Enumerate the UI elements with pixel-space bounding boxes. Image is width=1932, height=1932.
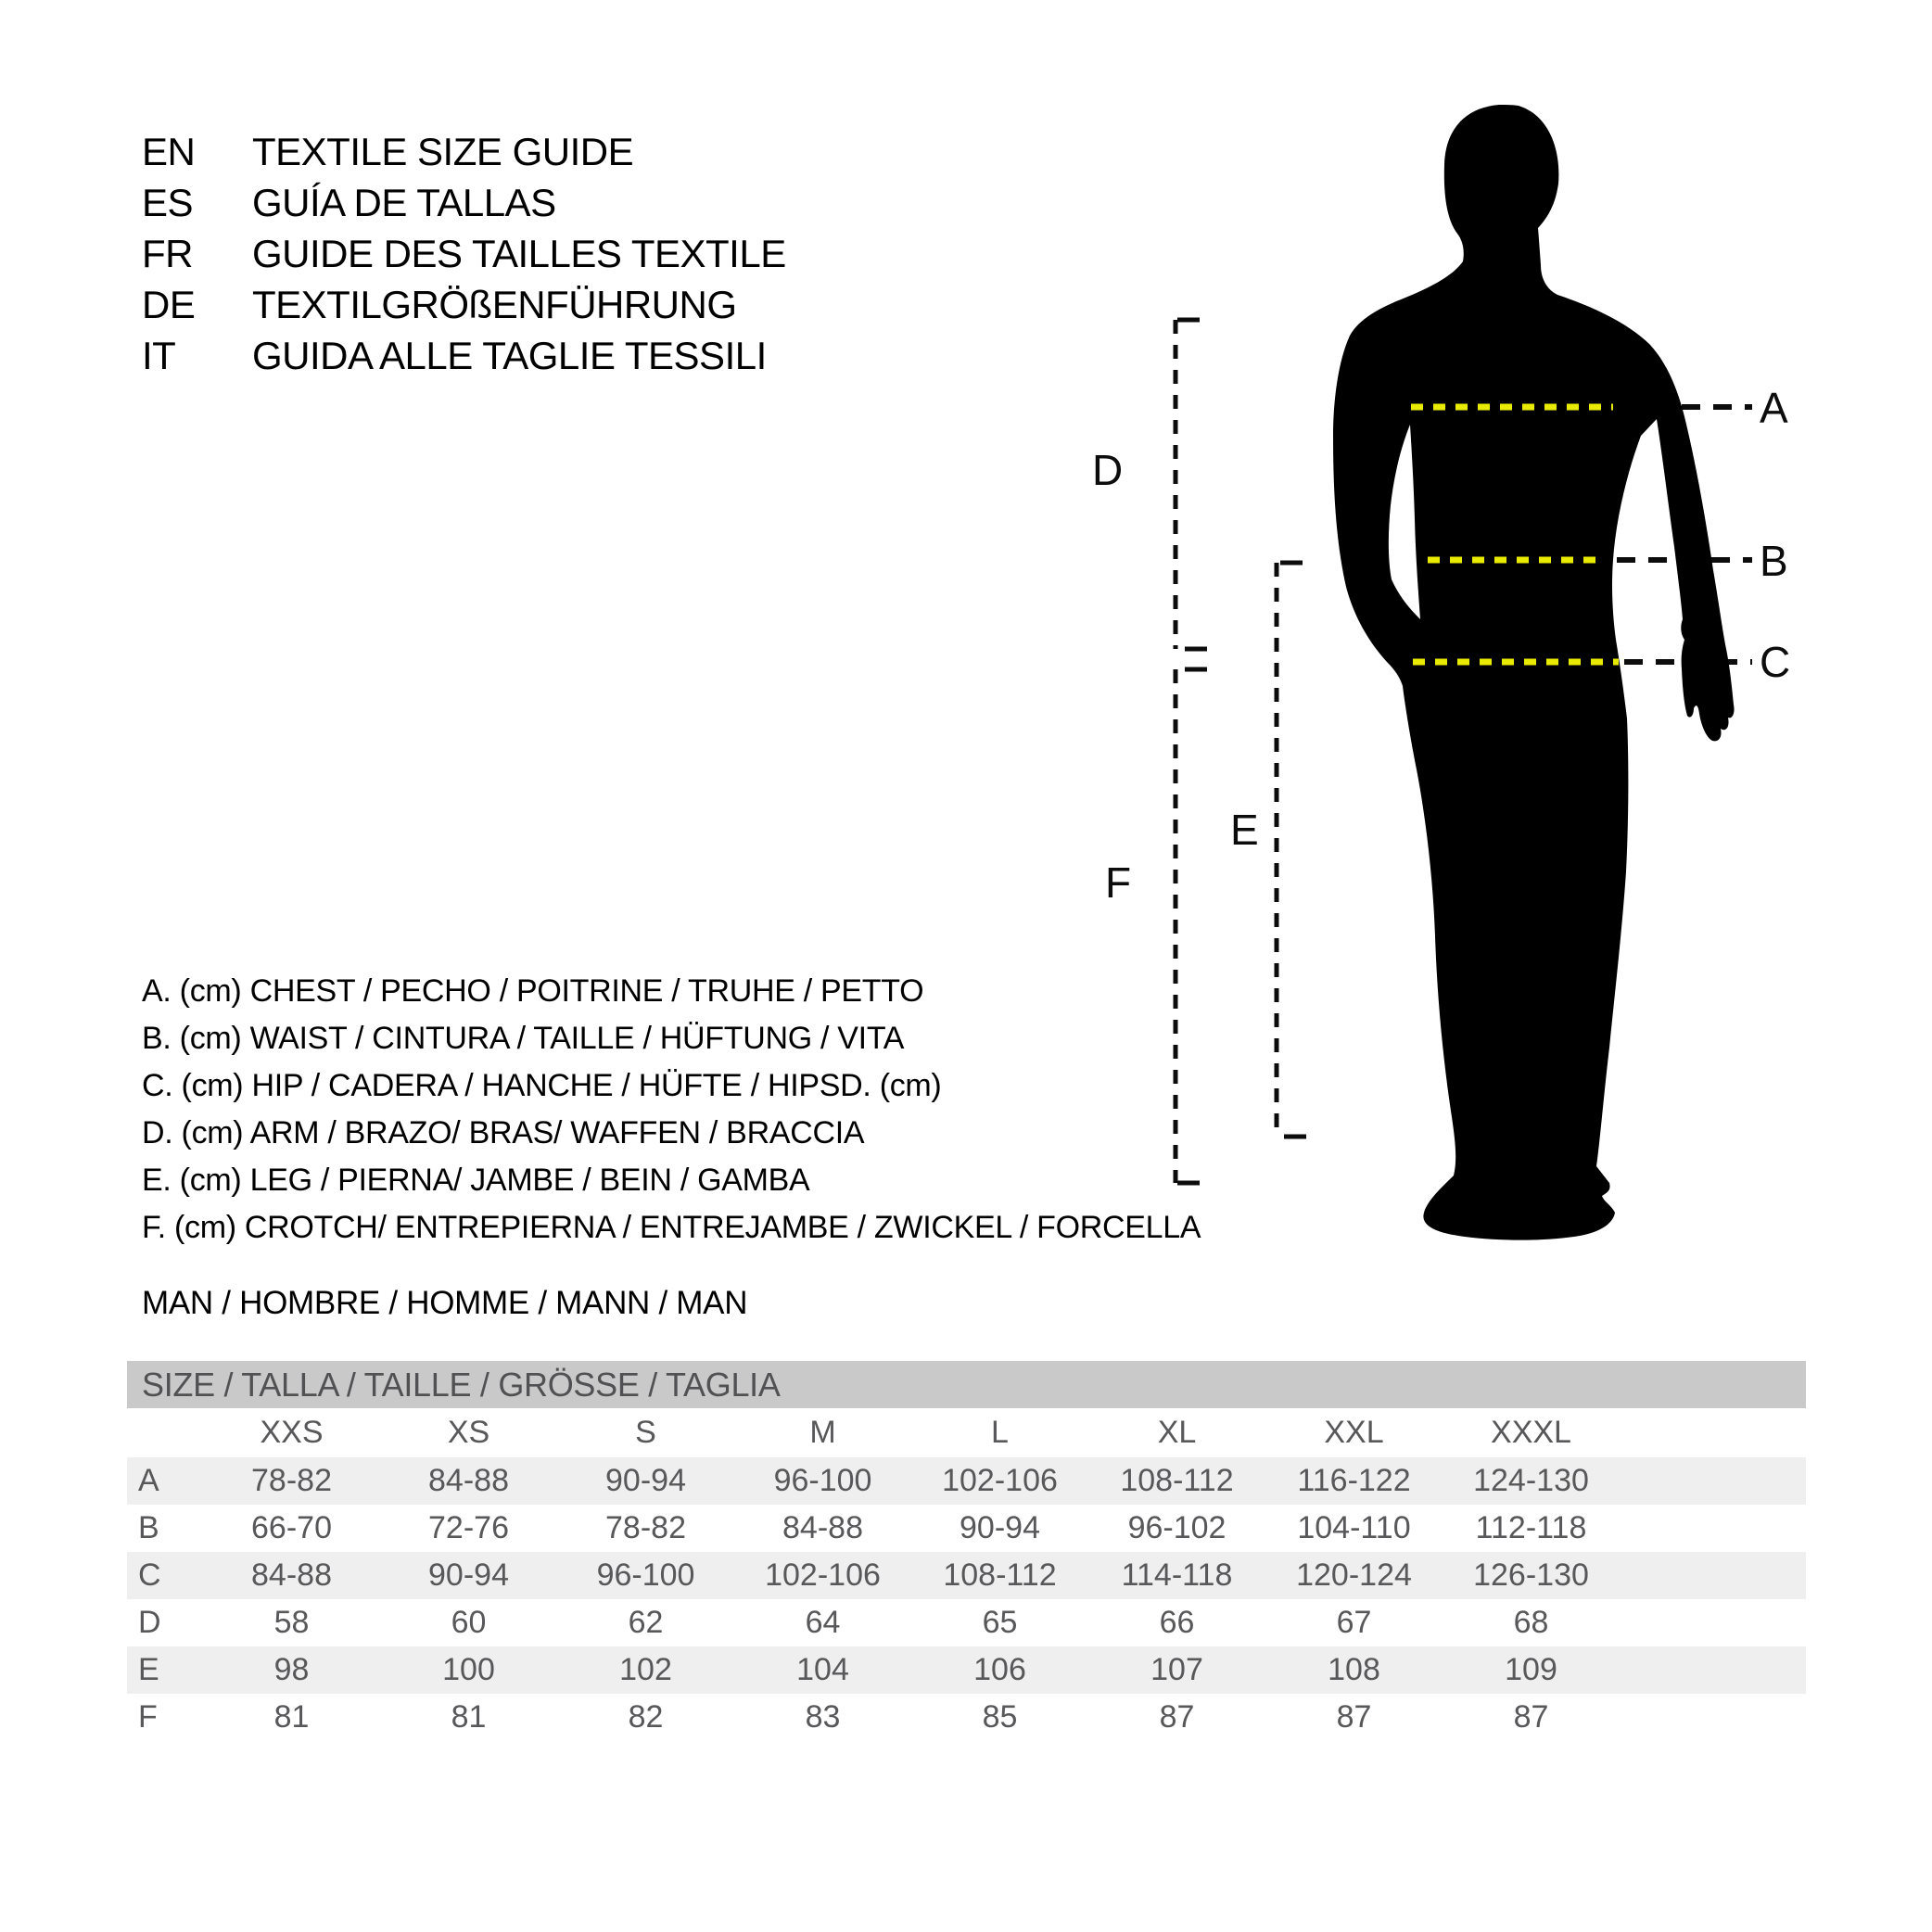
size-cell: 84-88 xyxy=(428,1463,509,1498)
language-code: IT xyxy=(142,334,176,377)
size-cell: 116-122 xyxy=(1297,1463,1411,1498)
label-e: E xyxy=(1230,806,1259,854)
table-header: SIZE / TALLA / TAILLE / GRÖSSE / TAGLIA xyxy=(127,1361,1806,1408)
size-cell: 96-100 xyxy=(596,1557,695,1593)
size-cell: 78-82 xyxy=(251,1463,332,1498)
size-cell: 96-102 xyxy=(1127,1510,1227,1545)
size-column-header: M xyxy=(809,1415,836,1450)
size-cell: 126-130 xyxy=(1473,1557,1589,1593)
size-table xyxy=(127,1361,1806,1741)
language-title: TEXTILE SIZE GUIDE xyxy=(252,130,634,173)
size-cell: 109 xyxy=(1505,1652,1557,1687)
language-code: EN xyxy=(142,130,196,173)
size-column-header: XL xyxy=(1157,1415,1197,1450)
size-cell: 62 xyxy=(628,1605,664,1640)
size-cell: 100 xyxy=(442,1652,495,1687)
size-cell: 108-112 xyxy=(943,1557,1057,1593)
size-column-header: L xyxy=(991,1415,1009,1450)
language-title: GUÍA DE TALLAS xyxy=(252,181,556,224)
size-cell: 84-88 xyxy=(251,1557,332,1593)
language-title: GUIDE DES TAILLES TEXTILE xyxy=(252,232,786,275)
measurement-line-f: F. (cm) CROTCH/ ENTREPIERNA / ENTREJAMBE / ZWICKEL / FORCELLA xyxy=(142,1210,1201,1245)
size-cell: 112-118 xyxy=(1475,1510,1587,1545)
row-label: D xyxy=(138,1605,161,1640)
size-cell: 90-94 xyxy=(960,1510,1040,1545)
language-row-fr xyxy=(142,228,786,279)
size-cell: 120-124 xyxy=(1296,1557,1412,1593)
table-row-e xyxy=(127,1646,1806,1694)
size-cell: 72-76 xyxy=(428,1510,509,1545)
size-cell: 124-130 xyxy=(1473,1463,1589,1498)
size-cell: 78-82 xyxy=(605,1510,686,1545)
size-column-header: XXXL xyxy=(1491,1415,1571,1450)
size-cell: 108-112 xyxy=(1120,1463,1234,1498)
language-row-it xyxy=(142,330,786,381)
size-cell: 58 xyxy=(273,1605,310,1640)
measurement-legend xyxy=(142,968,1201,1252)
size-cell: 64 xyxy=(805,1605,841,1640)
size-cell: 84-88 xyxy=(782,1510,863,1545)
size-cell: 82 xyxy=(628,1699,664,1735)
size-column-header: XXL xyxy=(1324,1415,1384,1450)
language-code: DE xyxy=(142,283,196,326)
table-row-a xyxy=(127,1457,1806,1505)
size-cell: 90-94 xyxy=(428,1557,509,1593)
size-cell: 81 xyxy=(273,1699,310,1735)
row-label: E xyxy=(138,1652,159,1687)
size-cell: 87 xyxy=(1336,1699,1372,1735)
row-label: C xyxy=(138,1557,161,1593)
label-b: B xyxy=(1760,537,1788,585)
size-cell: 66-70 xyxy=(251,1510,332,1545)
size-cell: 104 xyxy=(796,1652,849,1687)
row-label: A xyxy=(138,1463,159,1498)
size-cell: 102 xyxy=(619,1652,672,1687)
label-c: C xyxy=(1760,638,1791,686)
size-cell: 87 xyxy=(1513,1699,1549,1735)
size-cell: 68 xyxy=(1513,1605,1549,1640)
size-column-header: XXS xyxy=(260,1415,324,1450)
size-column-header: XS xyxy=(447,1415,490,1450)
label-d: D xyxy=(1092,446,1124,494)
size-cell: 96-100 xyxy=(773,1463,872,1498)
size-cell: 102-106 xyxy=(765,1557,881,1593)
language-row-de xyxy=(142,279,786,330)
measurement-line-e: E. (cm) LEG / PIERNA/ JAMBE / BEIN / GAMBA xyxy=(142,1163,810,1198)
size-cell: 87 xyxy=(1159,1699,1195,1735)
measurement-line-b: B. (cm) WAIST / CINTURA / TAILLE / HÜFTUNG / VITA xyxy=(142,1021,905,1056)
label-a: A xyxy=(1760,384,1788,432)
size-cell: 67 xyxy=(1336,1605,1372,1640)
language-title-block xyxy=(142,126,786,381)
language-row-en xyxy=(142,126,786,177)
size-cell: 108 xyxy=(1328,1652,1380,1687)
size-header-row xyxy=(127,1408,1806,1457)
man-silhouette xyxy=(1333,105,1735,1240)
language-code: FR xyxy=(142,232,193,275)
language-code: ES xyxy=(142,181,194,224)
size-cell: 104-110 xyxy=(1297,1510,1411,1545)
row-label: B xyxy=(138,1510,159,1545)
size-cell: 107 xyxy=(1150,1652,1203,1687)
language-title: GUIDA ALLE TAGLIE TESSILI xyxy=(252,334,767,377)
size-cell: 114-118 xyxy=(1121,1557,1233,1593)
size-cell: 65 xyxy=(982,1605,1018,1640)
row-label: F xyxy=(138,1699,158,1735)
language-title: TEXTILGRÖßENFÜHRUNG xyxy=(252,283,737,326)
table-row-c xyxy=(127,1552,1806,1599)
size-cell: 98 xyxy=(273,1652,310,1687)
size-cell: 83 xyxy=(805,1699,841,1735)
size-cell: 60 xyxy=(451,1605,487,1640)
measurement-line-a: A. (cm) CHEST / PECHO / POITRINE / TRUHE / PETTO xyxy=(142,973,924,1009)
table-row-d xyxy=(127,1599,1806,1646)
measurement-line-c: C. (cm) HIP / CADERA / HANCHE / HÜFTE / HIPSD. (cm) xyxy=(142,1068,942,1103)
category-line: MAN / HOMBRE / HOMME / MANN / MAN xyxy=(142,1285,748,1321)
size-cell: 102-106 xyxy=(942,1463,1058,1498)
size-cell: 90-94 xyxy=(605,1463,686,1498)
measurement-line-d: D. (cm) ARM / BRAZO/ BRAS/ WAFFEN / BRACCIA xyxy=(142,1115,865,1150)
language-row-es xyxy=(142,177,786,228)
size-cell: 81 xyxy=(451,1699,487,1735)
size-cell: 106 xyxy=(973,1652,1026,1687)
table-row-f xyxy=(127,1694,1806,1741)
size-column-header: S xyxy=(635,1415,656,1450)
size-cell: 85 xyxy=(982,1699,1018,1735)
table-row-b xyxy=(127,1505,1806,1552)
size-cell: 66 xyxy=(1159,1605,1195,1640)
label-f: F xyxy=(1105,858,1132,907)
